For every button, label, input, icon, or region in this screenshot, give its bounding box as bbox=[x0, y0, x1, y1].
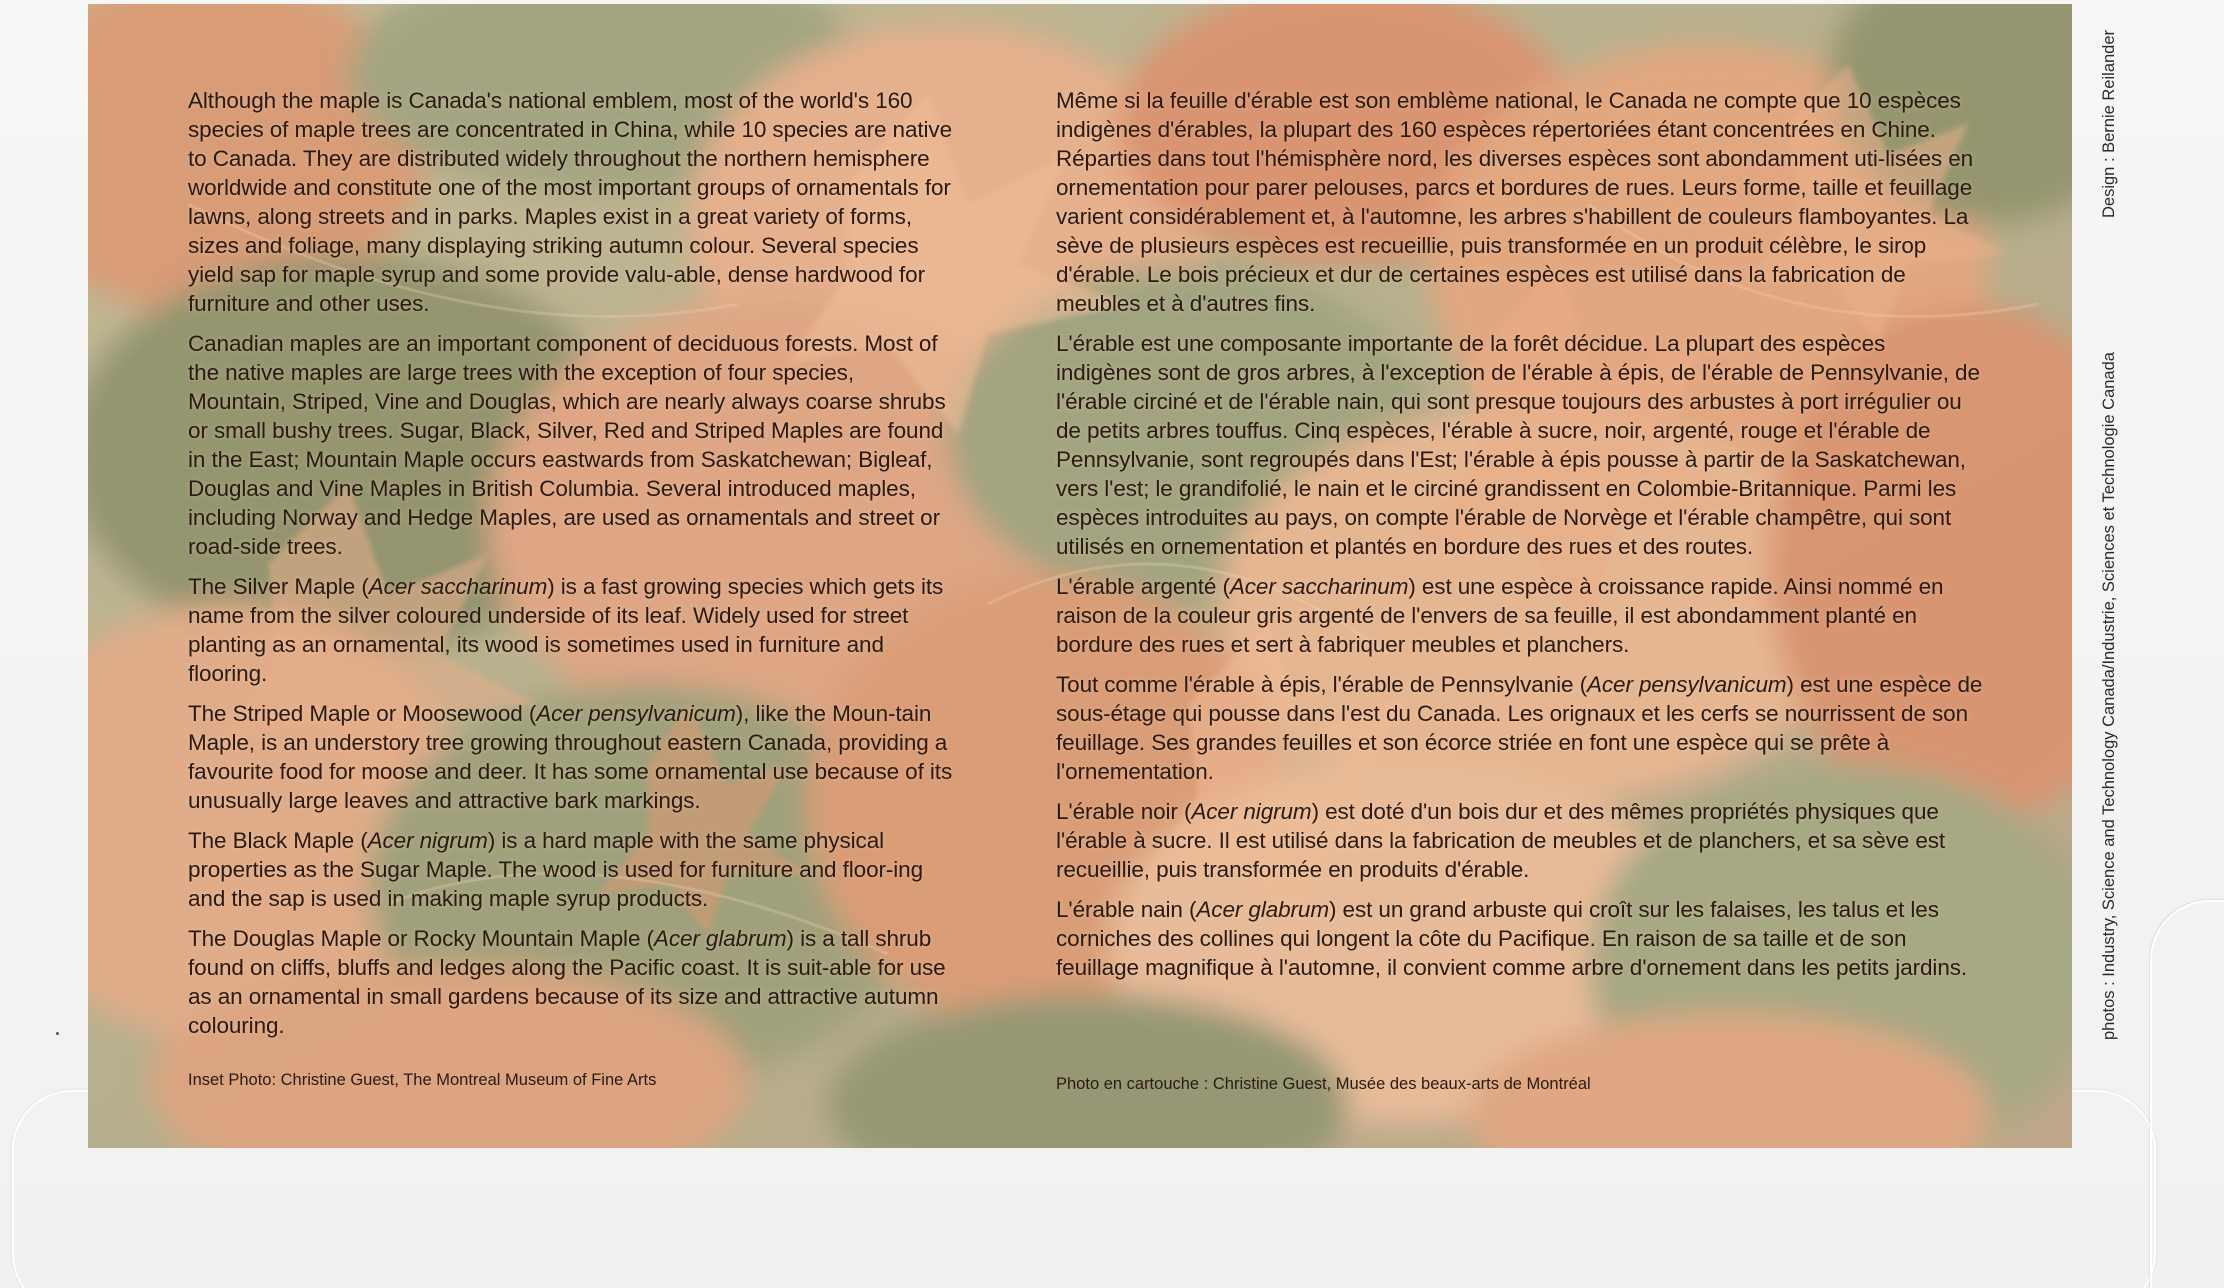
latin-name: Acer nigrum bbox=[367, 828, 488, 853]
text-run: ) est un grand arbuste qui croît sur les falaises, les talus et les corniches des collines qui longent la côte du Pacifique. En raison de sa taille et de son feuillage magnifique à l'automne, il convient comme arbre d'ornement dans les petits jardins. bbox=[1056, 897, 1968, 980]
french-paragraph-striped-maple bbox=[1056, 670, 1986, 786]
french-paragraph-silver-maple bbox=[1056, 572, 1986, 659]
text-run: ) is a hard maple with the same physical properties as the Sugar Maple. The wood is used for furniture and floor-ing and the sap is used in making maple syrup products. bbox=[188, 828, 924, 911]
text-run: L'érable nain ( bbox=[1056, 897, 1197, 922]
english-paragraph-intro: Although the maple is Canada's national emblem, most of the world's 160 species of maple trees are concentrated in China, while 10 species are native to Canada. They are distributed widely throughout the northern hemisphere worldwide and constitute one of the most important groups of ornamentals for lawns, along streets and in parks. Maples exist in a great variety of forms, sizes and foliage, many displaying striking autumn colour. Several species yield sap for maple syrup and some provide valu-able, dense hardwood for furniture and other uses. bbox=[188, 88, 952, 316]
english-paragraph-silver-maple bbox=[188, 572, 958, 688]
french-paragraph-intro: Même si la feuille d'érable est son emblème national, le Canada ne compte que 10 espèces indigènes d'érables, la plupart des 160 espèces répertoriées étant concentrées en Chine. Réparties dans tout l'hémisphère nord, les diverses espèces sont abondamment uti-lisées en ornementation pour parer pelouses, parcs et bordures de rues. Leurs forme, taille et feuillage varient considérablement et, à l'automne, les arbres s'habillent de couleurs flamboyantes. La sève de plusieurs espèces est recueillie, puis transformée en un produit célèbre, le sirop d'érable. Le bois précieux et dur de certaines espèces est utilisé dans la fabrication de meubles et à d'autres fins. bbox=[1056, 88, 1974, 316]
english-paragraph-black-maple bbox=[188, 826, 958, 913]
latin-name: Acer glabrum bbox=[1196, 897, 1329, 922]
maple-leaves-photo-panel bbox=[88, 4, 2072, 1148]
latin-name: Acer saccharinum bbox=[1229, 574, 1409, 599]
french-paragraph-black-maple bbox=[1056, 797, 1986, 884]
latin-name: Acer pensylvanicum bbox=[1586, 672, 1787, 697]
embossed-flap-outline bbox=[2150, 900, 2224, 1288]
latin-name: Acer nigrum bbox=[1191, 799, 1312, 824]
english-text-column bbox=[188, 86, 958, 1051]
latin-name: Acer glabrum bbox=[653, 926, 787, 951]
text-run: The Striped Maple or Moosewood ( bbox=[188, 701, 537, 726]
latin-name: Acer pensylvanicum bbox=[536, 701, 736, 726]
text-run: The Silver Maple ( bbox=[188, 574, 369, 599]
text-run: ) est une espèce à croissance rapide. Ainsi nommé en raison de la couleur gris argenté de l'envers de sa feuille, il est abondamment planté en bordure des rues et sert à fabriquer meubles et planchers. bbox=[1056, 574, 1944, 657]
text-run: ) is a tall shrub found on cliffs, bluffs and ledges along the Pacific coast. It is suit-able for use as an ornamental in small gardens because of its size and attractive autumn colouring. bbox=[188, 926, 946, 1038]
photos-credit: photos : Industry, Science and Technology Canada/Industrie, Sciences et Technologie Canada bbox=[2100, 352, 2118, 1040]
text-run: The Black Maple ( bbox=[188, 828, 368, 853]
design-credit: Design : Bernie Reilander bbox=[2100, 29, 2118, 218]
text-run: Tout comme l'érable à épis, l'érable de Pennsylvanie ( bbox=[1056, 672, 1587, 697]
text-run: ), like the Moun-tain Maple, is an understory tree growing throughout eastern Canada, providing a favourite food for moose and deer. It has some ornamental use because of its unusually large leaves and attractive bark markings. bbox=[188, 701, 953, 813]
french-paragraph-douglas-maple bbox=[1056, 895, 1986, 982]
english-paragraph-striped-maple bbox=[188, 699, 958, 815]
speck bbox=[56, 1032, 59, 1035]
text-run: ) est une espèce de sous-étage qui pousse dans l'est du Canada. Les orignaux et les cerfs se nourrissent de son feuillage. Ses grandes feuilles et son écorce striée en font une espèce qui se prête à l'ornementation. bbox=[1056, 672, 1983, 784]
text-run: L'érable argenté ( bbox=[1056, 574, 1230, 599]
english-photo-credit: Inset Photo: Christine Guest, The Montreal Museum of Fine Arts bbox=[188, 1071, 657, 1089]
latin-name: Acer saccharinum bbox=[368, 574, 548, 599]
french-photo-credit: Photo en cartouche : Christine Guest, Musée des beaux-arts de Montréal bbox=[1056, 1075, 1591, 1093]
text-run: ) est doté d'un bois dur et des mêmes propriétés physiques que l'érable à sucre. Il est utilisé dans la fabrication de meubles et de planchers, et sa sève est recueillie, puis transformée en produits d'érable. bbox=[1056, 799, 1946, 882]
french-paragraph-canadian-maples: L'érable est une composante importante de la forêt décidue. La plupart des espèces indigènes sont de gros arbres, à l'exception de l'érable à épis, de l'érable de Pennsylvanie, de l'érable circiné et de l'érable nain, qui sont presque toujours des arbustes à port irrégulier ou de petits arbres touffus. Cinq espèces, l'érable à sucre, noir, argenté, rouge et l'érable de Pennsylvanie, sont regroupés dans l'Est; l'érable à épis pousse à partir de la Saskatchewan, vers l'est; le grandifolié, le nain et le circiné grandissent en Colombie-Britannique. Parmi les espèces introduites au pays, on compte l'érable de Norvège et l'érable champêtre, qui sont utilisés en ornementation et plantés en bordure des rues et des routes. bbox=[1056, 331, 1980, 559]
text-run: L'érable noir ( bbox=[1056, 799, 1192, 824]
french-text-column bbox=[1056, 86, 1986, 993]
english-paragraph-douglas-maple bbox=[188, 924, 958, 1040]
english-paragraph-canadian-maples: Canadian maples are an important component of deciduous forests. Most of the native maples are large trees with the exception of four species, Mountain, Striped, Vine and Douglas, which are nearly always coarse shrubs or small bushy trees. Sugar, Black, Silver, Red and Striped Maples are found in the East; Mountain Maple occurs eastwards from Saskatchewan; Bigleaf, Douglas and Vine Maples in British Columbia. Several introduced maples, including Norway and Hedge Maples, are used as ornamentals and street or road-side trees. bbox=[188, 331, 946, 559]
text-run: ) is a fast growing species which gets its name from the silver coloured underside of its leaf. Widely used for street planting as an ornamental, its wood is sometimes used in furniture and flooring. bbox=[188, 574, 944, 686]
text-run: The Douglas Maple or Rocky Mountain Maple ( bbox=[188, 926, 654, 951]
